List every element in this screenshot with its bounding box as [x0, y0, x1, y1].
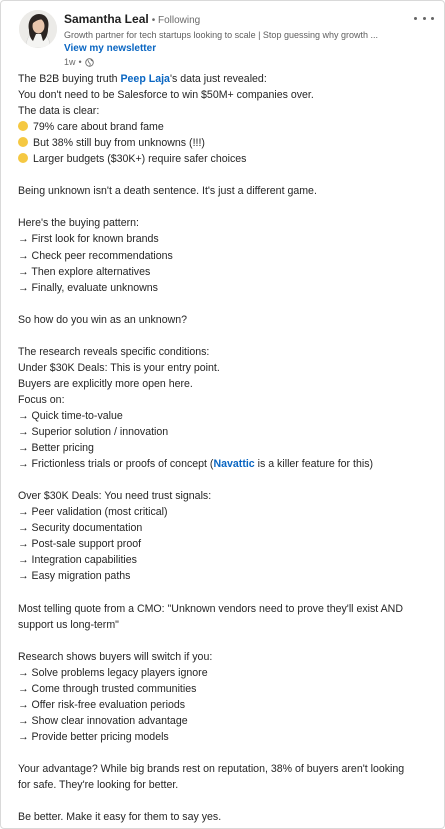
post-line: Here's the buying pattern: [18, 217, 139, 230]
more-options-icon[interactable] [414, 12, 434, 24]
post-body [18, 71, 434, 825]
mention-navattic[interactable]: Navattic [213, 458, 255, 471]
post-line: Over $30K Deals: You need trust signals: [18, 490, 212, 503]
list-item: → Show clear innovation advantage [18, 714, 188, 727]
list-item: → Easy migration paths [18, 570, 131, 583]
author-name-row [64, 12, 406, 28]
post-line: Focus on: [18, 393, 65, 406]
post-line: for safe. They're looking for better. [18, 779, 179, 792]
avatar[interactable] [19, 10, 57, 48]
list-item: → Post-sale support proof [18, 538, 142, 551]
author-name[interactable]: Samantha Leal [64, 12, 149, 26]
author-block [64, 12, 406, 68]
globe-icon [85, 58, 94, 67]
post-line: The data is clear: [18, 105, 100, 118]
post-line: The B2B buying truth Peep Laja's data just revealed: [18, 73, 267, 85]
yellow-circle-icon [18, 153, 28, 163]
list-item: → Superior solution / innovation [18, 426, 169, 439]
stat-item: Larger budgets ($30K+) require safer choices [18, 151, 434, 167]
list-item: → Peer validation (most critical) [18, 506, 168, 519]
post-meta [64, 57, 406, 68]
list-item: → Solve problems legacy players ignore [18, 666, 208, 679]
post-line: The research reveals specific conditions: [18, 345, 210, 358]
stat-item: 79% care about brand fame [18, 119, 434, 135]
post-line: Your advantage? While big brands rest on reputation, 38% of buyers aren't looking [18, 763, 405, 776]
list-item: → Come through trusted communities [18, 682, 197, 695]
yellow-circle-icon [18, 121, 28, 131]
list-item: → Check peer recommendations [18, 249, 173, 262]
post-line: So how do you win as an unknown? [18, 313, 188, 326]
profile-photo-icon [19, 10, 57, 48]
post-time: 1w [64, 57, 76, 67]
list-item: → Security documentation [18, 522, 143, 535]
post-line: Under $30K Deals: This is your entry point. [18, 361, 220, 374]
follow-state: • Following [151, 15, 201, 26]
list-item: → Quick time-to-value [18, 409, 123, 422]
post-line: You don't need to be Salesforce to win $50M+ companies over. [18, 89, 314, 102]
author-headline: Growth partner for tech startups looking to scale | Stop guessing why growth ... [64, 30, 378, 40]
list-item: → Frictionless trials or proofs of concept (Navattic is a killer feature for this) [18, 458, 374, 471]
list-item: → Better pricing [18, 442, 94, 455]
list-item: → Integration capabilities [18, 554, 137, 567]
post-line: Be better. Make it easy for them to say yes. [18, 811, 222, 824]
yellow-circle-icon [18, 137, 28, 147]
list-item: → Offer risk-free evaluation periods [18, 698, 186, 711]
mention-peep-laja[interactable]: Peep Laja [120, 73, 170, 85]
view-newsletter-link[interactable]: View my newsletter [64, 43, 157, 54]
post-line: support us long-term" [18, 618, 119, 631]
stat-item: But 38% still buy from unknowns (!!!) [18, 135, 434, 151]
post-line: Research shows buyers will switch if you: [18, 650, 213, 663]
meta-separator: • [78, 57, 82, 67]
post-line: Buyers are explicitly more open here. [18, 377, 193, 390]
list-item: → First look for known brands [18, 233, 159, 246]
list-item: → Provide better pricing models [18, 730, 169, 743]
list-item: → Finally, evaluate unknowns [18, 281, 158, 294]
post-line: Most telling quote from a CMO: "Unknown vendors need to prove they'll exist AND [18, 602, 403, 615]
list-item: → Then explore alternatives [18, 265, 151, 278]
post-header [19, 10, 434, 66]
post-line: Being unknown isn't a death sentence. It's just a different game. [18, 185, 317, 198]
